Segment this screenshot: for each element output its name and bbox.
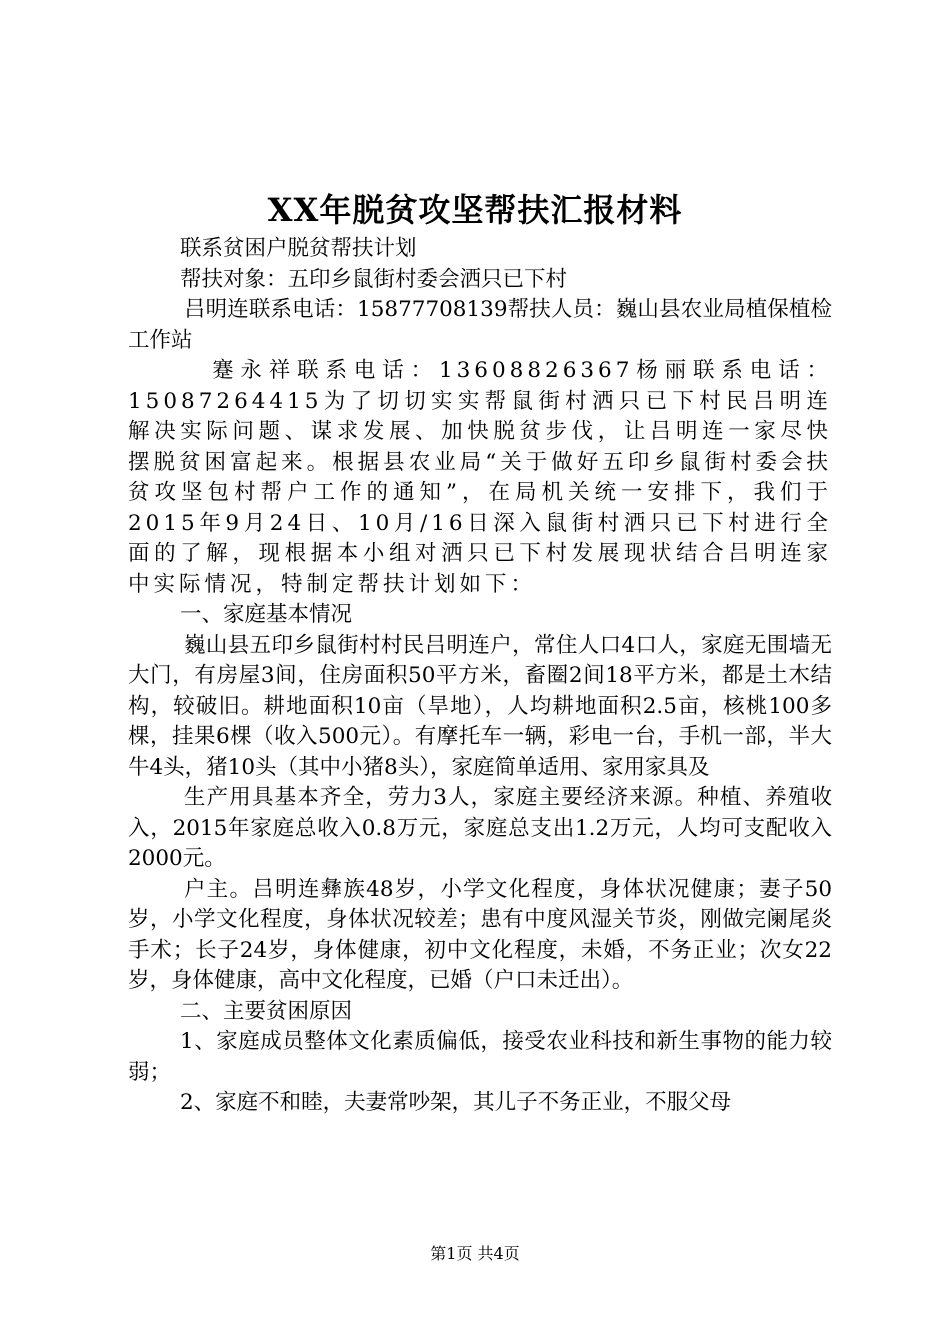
- paragraph-reason-1: 1、家庭成员整体文化素质偏低，接受农业科技和新生事物的能力较弱；: [128, 1029, 832, 1085]
- paragraph-contact-1: 吕明连联系电话：15877708139帮扶人员：巍山县农业局植保植检工作站: [128, 297, 832, 353]
- paragraph-members: 户主。吕明连彝族48岁，小学文化程度，身体状况健康；妻子50岁，小学文化程度，身体状况较差；患有中度风湿关节炎，刚做完阑尾炎手术；长子24岁，身体健康，初中文化程度，未婚，不务正业；次女22岁，身体健康，高中文化程度，已婚（户口未迁出）。: [128, 876, 832, 993]
- section-heading-1: 一、家庭基本情况: [180, 602, 353, 627]
- document-title: XX年脱贫攻坚帮扶汇报材料: [267, 191, 683, 229]
- section-heading-2: 二、主要贫困原因: [180, 998, 353, 1024]
- document-body: [128, 234, 832, 1119]
- paragraph-reason-2: 2、家庭不和睦，夫妻常吵架，其儿子不务正业，不服父母: [180, 1090, 732, 1115]
- paragraph-target: 帮扶对象：五印乡鼠街村委会洒只已下村: [180, 266, 568, 292]
- paragraph-plan-heading: 联系贫困户脱贫帮扶计划: [180, 236, 417, 261]
- paragraph-contact-2: 蹇永祥联系电话：13608826367杨丽联系电话：15087264415为了切切实实帮鼠街村洒只已下村民吕明连解决实际问题、谋求发展、加快脱贫步伐，让吕明连一家尽快摆脱贫困富起来。根据县农业局“关于做好五印乡鼠街村委会扶贫攻坚包村帮户工作的通知”，在局机关统一安排下，我们于2015年9月24日、10月/16日深入鼠街村洒只已下村进行全面的了解，现根据本小组对洒只已下村发展现状结合吕明连家中实际情况，特制定帮扶计划如下：: [128, 358, 832, 597]
- page-indicator: 第1页 共4页: [430, 1244, 520, 1263]
- paragraph-income: 生产用具基本齐全，劳力3人，家庭主要经济来源。种植、养殖收入，2015年家庭总收入0.8万元，家庭总支出1.2万元，人均可支配收入2000元。: [128, 785, 832, 871]
- paragraph-family-info: 巍山县五印乡鼠街村村民吕明连户，常住人口4口人，家庭无围墙无大门，有房屋3间，住房面积50平方米，畜圈2间18平方米，都是土木结构，较破旧。耕地面积10亩（旱地），人均耕地面积2.5亩，核桃100多棵，挂果6棵（收入500元）。有摩托车一辆，彩电一台，手机一部，半大牛4头，猪10头（其中小猪8头），家庭简单适用、家用家具及: [128, 632, 832, 780]
